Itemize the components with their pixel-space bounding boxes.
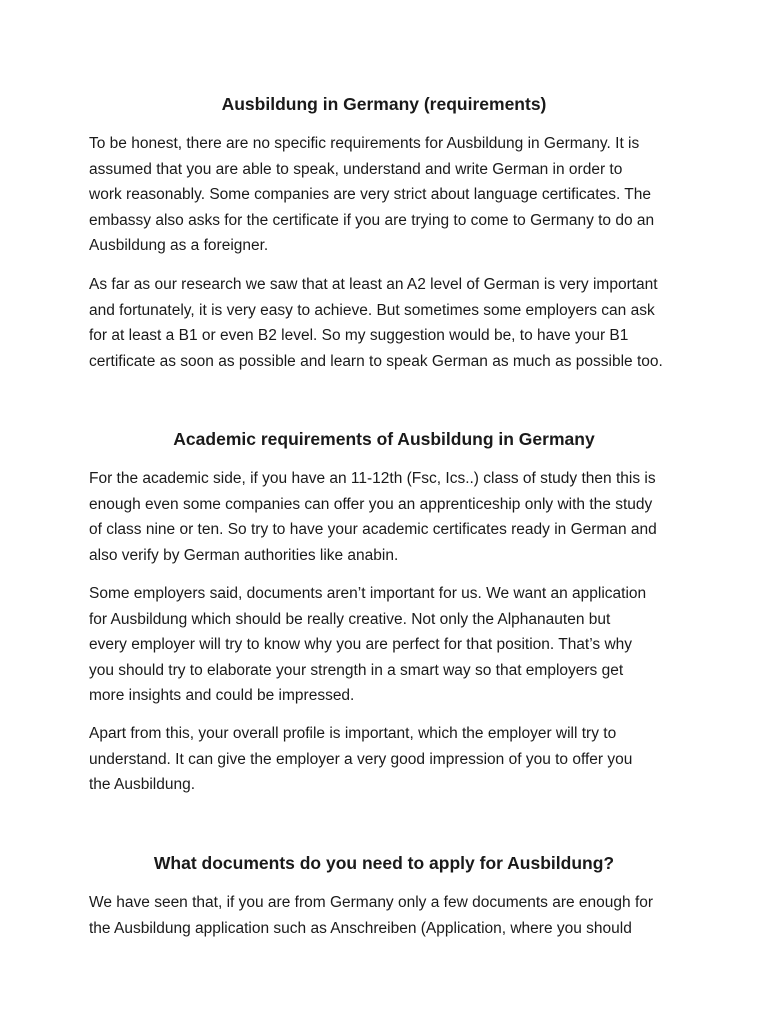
text-line: enough even some companies can offer you an apprenticeship only with the study [89,495,653,513]
text-line: assumed that you are able to speak, understand and write German in order to [89,160,623,178]
text-line: and fortunately, it is very easy to achieve. But sometimes some employers can ask [89,301,655,319]
section-heading-documents: What documents do you need to apply for Ausbildung? [153,853,615,873]
text-line: embassy also asks for the certificate if you are trying to come to Germany to do an [89,211,655,229]
paragraph [89,890,689,941]
text-line: for at least a B1 or even B2 level. So my suggestion would be, to have your B1 [89,327,629,345]
text-line: understand. It can give the employer a very good impression of you to offer you [89,750,633,768]
text-line: As far as our research we saw that at least an A2 level of German is very important [89,276,658,293]
text-line: Apart from this, your overall profile is important, which the employer will try to [89,725,617,742]
text-line: To be honest, there are no specific requirements for Ausbildung in Germany. It is [89,135,640,152]
text-line: you should try to elaborate your strength in a smart way so that employers get [89,661,624,679]
text-line: We have seen that, if you are from Germany only a few documents are enough for [89,894,654,911]
text-line: also verify by German authorities like anabin. [89,546,399,564]
text-line: more insights and could be impressed. [89,687,355,705]
text-line: Some employers said, documents aren’t important for us. We want an application [89,585,647,602]
paragraph [89,581,689,709]
text-line: the Ausbildung application such as Anschreiben (Application, where you should [89,919,632,937]
paragraph [89,272,689,374]
text-line: for Ausbildung which should be really creative. Not only the Alphanauten but [89,610,611,628]
paragraph [89,131,689,259]
text-line: the Ausbildung. [89,776,196,794]
text-line: Ausbildung as a foreigner. [89,237,269,255]
text-line: of class nine or ten. So try to have your academic certificates ready in German and [89,521,657,539]
text-line: work reasonably. Some companies are very strict about language certificates. The [89,186,652,204]
paragraph [89,721,689,798]
text-line: every employer will try to know why you are perfect for that position. That’s why [89,636,633,654]
text-line: For the academic side, if you have an 11-12th (Fsc, Ics..) class of study then this is [89,470,656,487]
section-heading-requirements: Ausbildung in Germany (requirements) [221,94,547,114]
text-line: certificate as soon as possible and learn to speak German as much as possible too. [89,352,663,370]
paragraph [89,466,689,568]
section-heading-academic-requirements: Academic requirements of Ausbildung in Germany [173,429,595,449]
